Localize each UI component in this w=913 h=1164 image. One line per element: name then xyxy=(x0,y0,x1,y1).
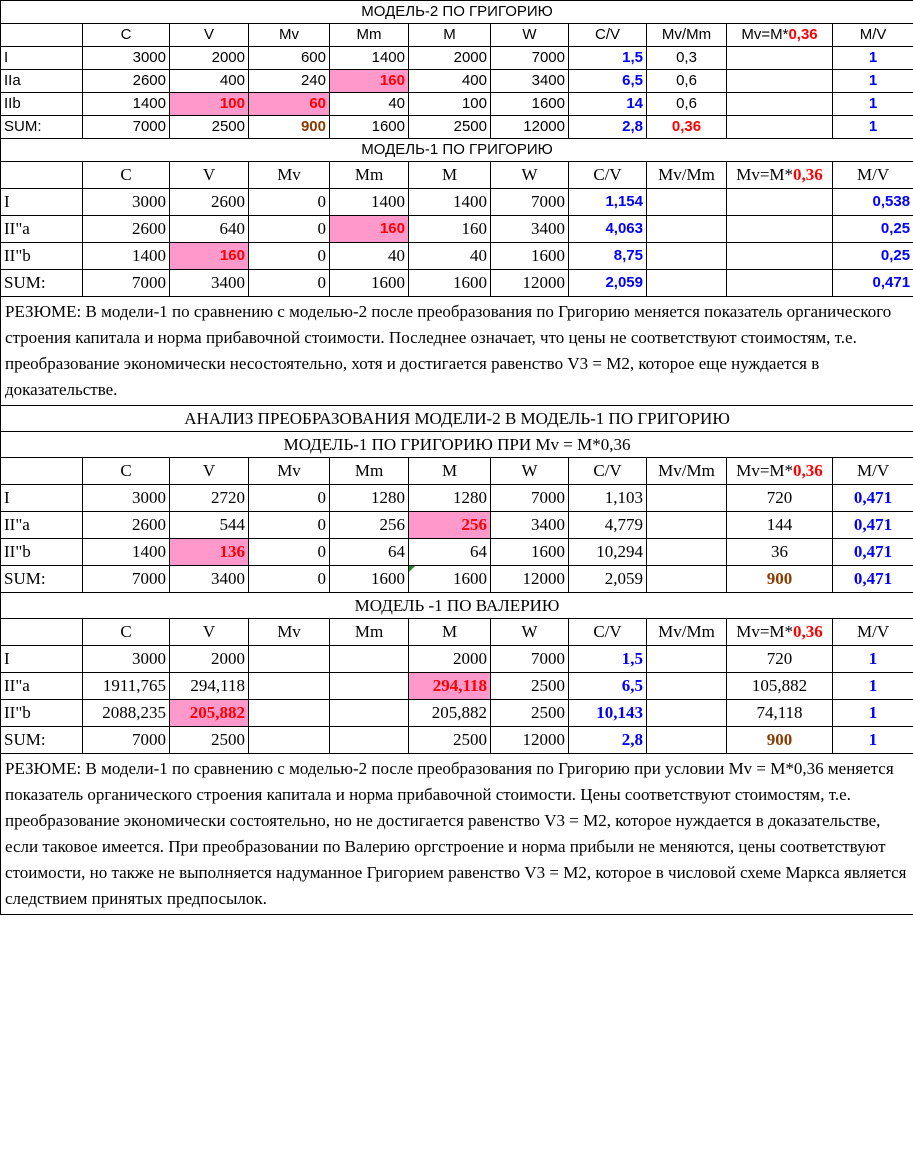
table-row-sum: SUM: 7000 3400 0 1600 1600 12000 2,059 0,471 xyxy=(1,270,913,297)
summary-1: РЕЗЮМЕ: В модели-1 по сравнению с моделью-2 после преобразования по Григорию меняется показатель органического строения капитала и норма прибавочной стоимости. Последнее означает, что цены не соответствуют стоимостям, т.е. преобразование экономически несостоятельно, хотя и достигается равенство V3 = M2, которое еще нуждается в доказательстве. xyxy=(1,297,913,406)
table-row: II"a 2600 544 0 256 256 3400 4,779 144 0,471 xyxy=(1,512,913,539)
table-row: I 3000 2600 0 1400 1400 7000 1,154 0,538 xyxy=(1,189,913,216)
table-row: I 3000 2000 600 1400 2000 7000 1,5 0,3 1 xyxy=(1,47,913,70)
m1b-header-row: C V Mv Mm M W C/V Mv/Mm Mv=M*0,36 M/V xyxy=(1,458,913,485)
table-row-sum: SUM: 7000 3400 0 1600 1600 12000 2,059 900 0,471 xyxy=(1,566,913,593)
table-row: II"a 2600 640 0 160 160 3400 4,063 0,25 xyxy=(1,216,913,243)
table-row-sum: SUM: 7000 2500 2500 12000 2,8 900 1 xyxy=(1,727,913,754)
table-row: II"b 1400 136 0 64 64 1600 10,294 36 0,471 xyxy=(1,539,913,566)
m1-header-row: C V Mv Mm M W C/V Mv/Mm Mv=M*0,36 M/V xyxy=(1,162,913,189)
m2-header-row: C V Mv Mm M W C/V Mv/Mm Mv=M*0,36 M/V xyxy=(1,24,913,47)
table-row: IIb 1400 100 60 40 100 1600 14 0,6 1 xyxy=(1,93,913,116)
table-row-sum: SUM: 7000 2500 900 1600 2500 12000 2,8 0,36 1 xyxy=(1,116,913,139)
table-row: II"b 2088,235 205,882 205,882 2500 10,143 74,118 1 xyxy=(1,700,913,727)
analysis-title: АНАЛИЗ ПРЕОБРАЗОВАНИЯ МОДЕЛИ-2 В МОДЕЛЬ-1 ПО ГРИГОРИЮ xyxy=(1,406,913,432)
m1-title: МОДЕЛЬ-1 ПО ГРИГОРИЮ xyxy=(1,139,913,162)
table-row: I 3000 2000 2000 7000 1,5 720 1 xyxy=(1,646,913,673)
m1b-title: МОДЕЛЬ-1 ПО ГРИГОРИЮ ПРИ Mv = M*0,36 xyxy=(1,432,913,458)
table-row: II"a 1911,765 294,118 294,118 2500 6,5 105,882 1 xyxy=(1,673,913,700)
table-row: IIa 2600 400 240 160 400 3400 6,5 0,6 1 xyxy=(1,70,913,93)
table-row: I 3000 2720 0 1280 1280 7000 1,103 720 0,471 xyxy=(1,485,913,512)
table-row: II"b 1400 160 0 40 40 1600 8,75 0,25 xyxy=(1,243,913,270)
m1v-title: МОДЕЛЬ -1 ПО ВАЛЕРИЮ xyxy=(1,593,913,619)
m2-title: МОДЕЛЬ-2 ПО ГРИГОРИЮ xyxy=(1,1,913,24)
m1v-header-row: C V Mv Mm M W C/V Mv/Mm Mv=M*0,36 M/V xyxy=(1,619,913,646)
summary-2: РЕЗЮМЕ: В модели-1 по сравнению с моделью-2 после преобразования по Григорию при условии Mv = M*0,36 меняется показатель органического строения капитала и норма прибавочной стоимости. Цены соответствуют стоимостям, т.е. преобразование экономически состоятельно, но не достигается равенство V3 = M2, которое нуждается в доказательстве, если таковое имеется. При преобразовании по Валерию оргстроение и норма прибыли не меняются, цены соответствуют стоимости, но также не выполняется надуманное Григорием равенство V3 = M2, которое в числовой схеме Маркса является следствием принятых предпосылок. xyxy=(1,754,913,915)
